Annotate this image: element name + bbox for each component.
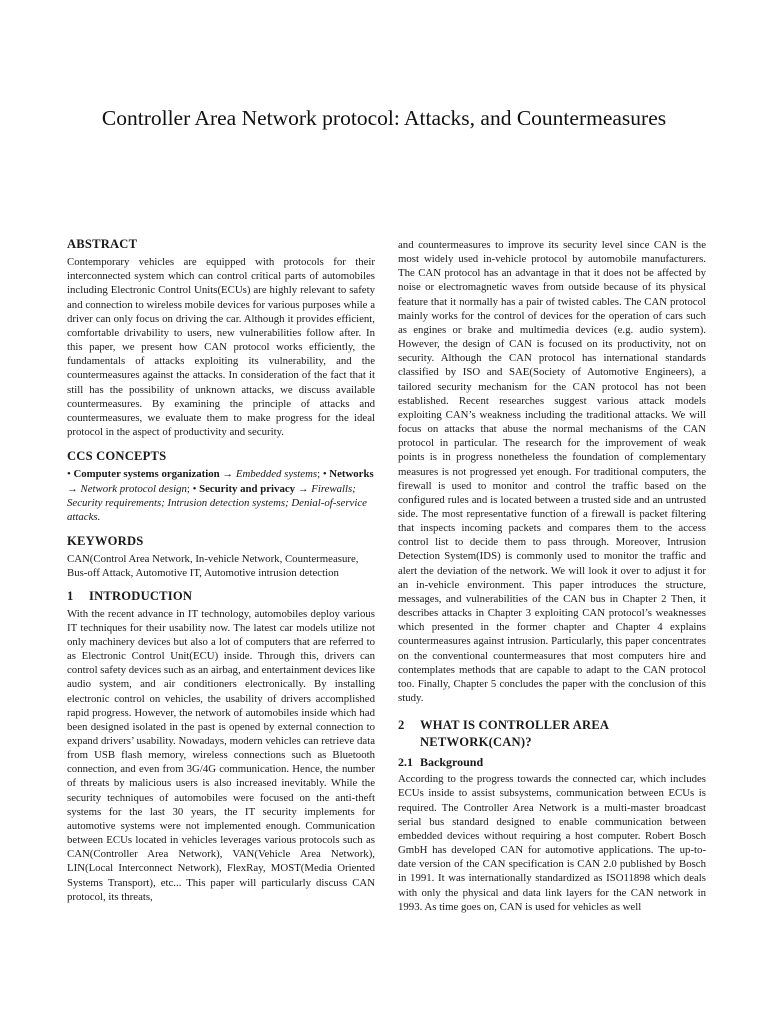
introduction-heading [67, 589, 375, 603]
ccs-item2-main: Networks [329, 468, 374, 481]
abstract-text: Contemporary vehicles are equipped with protocols for their interconnected system which can control critical parts of automobiles including Electronic Control Units(ECUs) are highly relevant to safety and connection to wireless mobile devices for various purposes while a driver can only focus on driving the car. Although it provides efficient, comfortable drivability to users, new vulnerabilities follow after. In this paper, we present how CAN protocol works efficiently, the fundamentals of attacks exploiting its vulnerability, and the countermeasures against the attacks. In consideration of the fact that it still has the possibility of unknown attacks, we discuss available countermeasures. By examining the principle of attacks and countermeasures, we evaluate them to make progress for the ideal protocol in the aspect of productivity and security. [67, 256, 375, 439]
ccs-item1-main: Computer systems organization [73, 468, 220, 481]
paper-title: Controller Area Network protocol: Attacks, and Countermeasures [101, 106, 667, 130]
ccs-item2-sub: Network protocol design [80, 482, 187, 495]
section-title: INTRODUCTION [89, 589, 193, 604]
section-number: 2 [398, 718, 405, 733]
section-2-heading [398, 717, 706, 751]
keywords-text: CAN(Control Area Network, In-vehicle Network, Countermeasure, Bus-off Attack, Automotive IT, Automotive intrusion detection [67, 553, 359, 580]
background-text: According to the progress towards the connected car, which includes ECUs inside to assist subsystems, communication between ECUs is required. The Controller Area Network is a multi-master broadcast serial bus standard designed to enable communication between embedded devices without requiring a host computer. Robert Bosch GmbH has developed CAN for automotive applications. The up-to-date version of the CAN specification is CAN 2.0 published by Bosch in 1991. It was internationally standardized as ISO11898 which deals with only the physical and data link layers for the CAN network in 1993. As time goes on, CAN is used for vehicles as well [398, 773, 706, 913]
introduction-continued-text: and countermeasures to improve its security level since CAN is the most widely used in-vehicle protocol by automobile manufacturers. The CAN protocol has an advantage in that it does not be affected by noise or electromagnetic waves from outside because of its physical feature that it normally has a pair of twisted cables. The CAN protocol mainly works for the control of devices for the operation of cars such as engines or brake and multimedia devices (e.g. audio system). However, the design of CAN is focused on its productivity, not on security. Although the CAN protocol has international standards classified by ISO and SAE(Society of Automotive Engineers), a tailored security mechanism for the CAN protocol has not been established. Recent researches suggest various attack models exploiting CAN’s weakness including the traditional attacks. We will focus on attacks that abuse the normal mechanisms of the CAN protocol in particular. The research for the improvement of weak points is in progress nonetheless the foundation of complementary measures is not progressed yet enough. For traditional computers, the firewall is used to monitor and control the traffic based on the configured rules and is located between a trusted side and an untrusted side. The most representative function of a firewall is packet filtering that inspects incoming packets and compares them to the access control list to decide them to pass through. Moreover, Intrusion Detection System(IDS) is commonly used to monitor the traffic and alert the deviation of the network. We will look it over to adjust it for an in-vehicle environment. This paper introduces the structure, messages, and vulnerabilities of the CAN bus in Chapter 2 Then, it describes attacks in Chapter 3 exploiting CAN protocol’s weaknesses which presented in the former chapter and Chapter 4 explains countermeasures against intrusion. Particularly, this paper concentrates on the conventional countermeasures that most computers hire and contemplates methods that are capable to adapt to the CAN protocol too. Finally, Chapter 5 concludes the paper with the conclusion of this study. [398, 239, 706, 704]
subsection-title: Background [420, 755, 484, 770]
subsection-number: 2.1 [398, 755, 413, 770]
right-column [398, 238, 706, 914]
keywords-heading: KEYWORDS [67, 533, 144, 548]
ccs-concepts-heading: CCS CONCEPTS [67, 449, 167, 464]
left-column [67, 237, 375, 904]
section-number: 1 [67, 589, 74, 604]
section-title-line1: WHAT IS CONTROLLER AREA [420, 718, 610, 733]
section-title-line2: NETWORK(CAN)? [420, 735, 532, 750]
subsection-heading [398, 755, 706, 769]
introduction-text: With the recent advance in IT technology, automobiles deploy various IT techniques for their usability now. The latest car models utilize not only machinery devices but also a lot of computers that are referred to as Electronic Control Unit(ECU) inside. Through this, drivers can control safety devices such as an airbag, and entertainment devices like audio system, and air conditioners electronically. By installing electronic control on vehicles, the usability of drivers accomplished rapid progress. However, the network of automobiles inside which had been designed isolated in the past is opened by external connection to expand drivers’ usability. Nowadays, modern vehicles can retrieve data from USB flash memory, wireless connections such as Bluetooth connection, and even from 3G/4G communication. Hence, the number of threats by malicious users is also increased inevitably. While the security techniques of automobiles were focused on the anti-theft systems for the last 30 years, the IT security implements for automotive systems were not implemented enough. Communication between ECUs located in vehicles leverages various protocols such as CAN(Controller Area Network), VAN(Vehicle Area Network), LIN(Local Interconnect Network), FlexRay, MOST(Media Oriented Systems Transport), etc... This paper will particularly discuss CAN protocol, its threats, [67, 607, 375, 903]
ccs-item1-sub: Embedded systems [235, 468, 318, 481]
ccs-concepts-text: • Computer systems organization → Embedded systems; • Networks → Network protocol design; • Security and privacy → Firewalls; Security requirements; Intrusion detection systems; Denial-of-service attacks. [67, 468, 374, 523]
ccs-item3-sub: Firewalls; Security requirements; Intrusion detection systems; Denial-of-service attacks. [67, 482, 367, 523]
ccs-item3-main: Security and privacy [199, 482, 296, 495]
abstract-heading: ABSTRACT [67, 237, 138, 251]
